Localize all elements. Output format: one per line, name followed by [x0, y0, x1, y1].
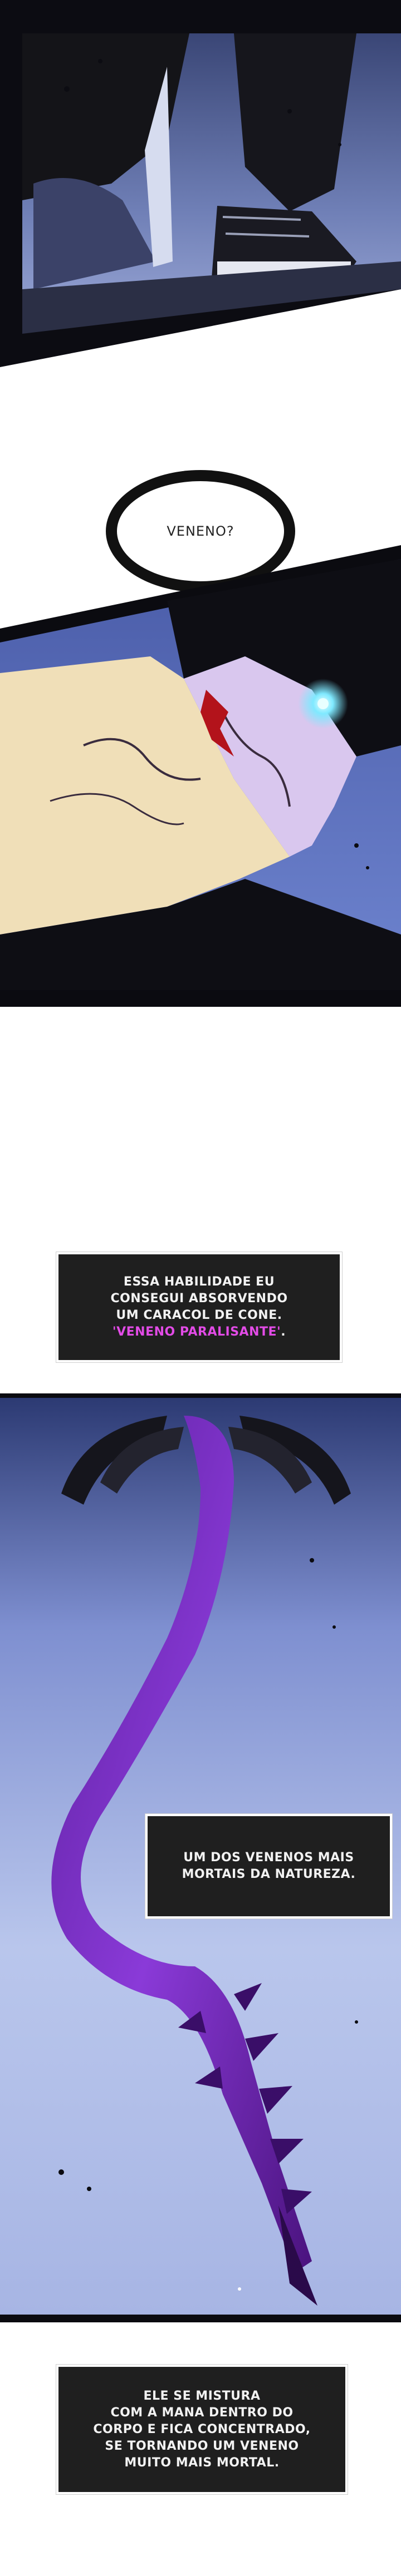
caption3-line2: COM A MANA DENTRO DO — [110, 2405, 294, 2420]
bubble-text: VENENO? — [167, 523, 234, 539]
caption1-line1: ESSA HABILIDADE EU — [123, 1275, 275, 1289]
caption2-line1: UM DOS VENENOS MAIS — [183, 1851, 354, 1865]
caption1-line3: UM CARACOL DE CONE. — [116, 1308, 282, 1322]
caption1-highlight: 'VENENO PARALISANTE' — [112, 1325, 281, 1339]
caption3-line3: CORPO E FICA CONCENTRADO, — [93, 2422, 311, 2436]
boots-illustration — [0, 0, 401, 367]
caption3-line1: ELE SE MISTURA — [143, 2389, 261, 2403]
panel-face — [0, 545, 401, 1007]
caption3-line5: MUITO MAIS MORTAL. — [124, 2455, 280, 2470]
caption-veneno-paralisante — [58, 1254, 340, 1360]
caption1-end: . — [281, 1325, 286, 1339]
panel-boots — [0, 0, 401, 367]
face-illustration — [0, 545, 401, 1007]
caption-venenos-mortais — [148, 1816, 390, 1916]
caption-mistura-mana — [58, 2367, 345, 2492]
caption1-line2: CONSEGUI ABSORVENDO — [110, 1292, 288, 1306]
caption2-line2: MORTAIS DA NATUREZA. — [182, 1867, 356, 1881]
caption3-line4: SE TORNANDO UM VENENO — [105, 2439, 299, 2453]
caption1-line4 — [113, 1324, 286, 1341]
